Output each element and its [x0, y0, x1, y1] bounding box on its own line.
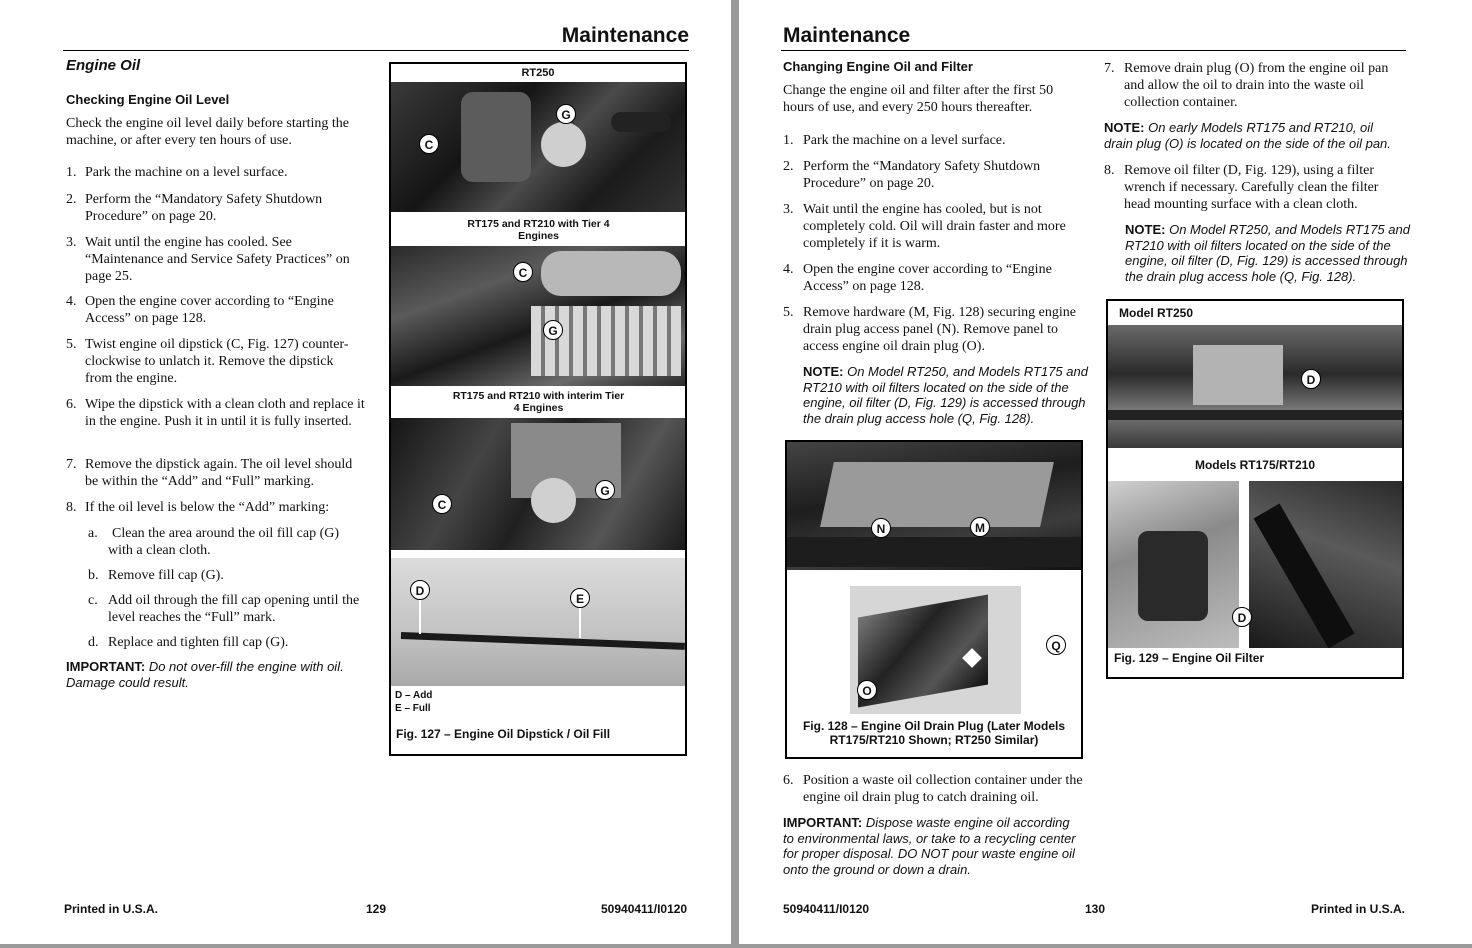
- step-number: 3.: [66, 235, 77, 250]
- figure-128: [785, 440, 1083, 759]
- callout-e: E: [570, 588, 590, 608]
- footer-left: Printed in U.S.A.: [64, 902, 159, 916]
- important-label: IMPORTANT:: [783, 815, 863, 830]
- step-text: Park the machine on a level surface.: [85, 165, 288, 180]
- step-number: 2.: [783, 159, 794, 174]
- step-number: 1.: [66, 165, 77, 180]
- substep-text: Replace and tighten fill cap (G).: [108, 635, 289, 650]
- footer-right: 50940411/I0120: [601, 902, 688, 916]
- photo-filter-right: [1249, 481, 1402, 648]
- note-label: NOTE:: [1104, 120, 1145, 135]
- callout-d: D: [410, 580, 430, 600]
- page-header: Maintenance: [561, 24, 689, 47]
- figure-label-interim-tier4: RT175 and RT210 with interim Tier 4 Engines: [452, 390, 625, 414]
- callout-c: C: [419, 134, 439, 154]
- footer-right: Printed in U.S.A.: [1311, 902, 1406, 916]
- step-number: 5.: [66, 337, 77, 352]
- photo-tier4-engine: [391, 246, 685, 386]
- figure-caption-line1: Fig. 128 – Engine Oil Drain Plug (Later Models: [802, 719, 1066, 733]
- important-text: Dispose waste engine oil according to environmental laws, or take to a recycling center for proper disposal. DO NOT pour waste engine oil onto the ground or down a drain.: [783, 815, 1076, 877]
- photo-dipstick: [391, 558, 685, 686]
- note-drain-access: [803, 364, 1088, 426]
- step-number: 1.: [783, 133, 794, 148]
- step-number: 6.: [783, 773, 794, 788]
- page-header: Maintenance: [783, 24, 911, 47]
- figure-label-rt175-rt210: Models RT175/RT210: [1194, 458, 1316, 472]
- step-number: 5.: [783, 305, 794, 320]
- step-text: Wait until the engine has cooled, but is not completely cold. Oil will drain faster and more completely if it is warm.: [803, 202, 1066, 251]
- substep-letter: c.: [88, 593, 98, 608]
- step-text: Open the engine cover according to “Engine Access” on page 128.: [85, 294, 334, 326]
- substep-letter: b.: [88, 568, 99, 583]
- step-text: Remove hardware (M, Fig. 128) securing engine drain plug access panel (N). Remove panel to access engine oil drain plug (O).: [803, 305, 1076, 354]
- step-number: 3.: [783, 202, 794, 217]
- substep-text: Clean the area around the oil fill cap (G) with a clean cloth.: [108, 526, 340, 558]
- photo-rt250-filter: [1108, 325, 1402, 448]
- note-label: NOTE:: [803, 364, 844, 379]
- step-text: If the oil level is below the “Add” marking:: [85, 500, 330, 515]
- substep-text: Add oil through the fill cap opening until the level reaches the “Full” mark.: [108, 593, 360, 625]
- important-note: [66, 659, 366, 690]
- figure-caption: Fig. 127 – Engine Oil Dipstick / Oil Fill: [396, 727, 611, 741]
- figure-caption: Fig. 129 – Engine Oil Filter: [1114, 651, 1265, 665]
- callout-q: Q: [1046, 635, 1066, 655]
- step-text: Wait until the engine has cooled. See “Maintenance and Service Safety Practices” on page 25.: [85, 235, 350, 284]
- important-label: IMPORTANT:: [66, 659, 146, 674]
- note-early-models: [1104, 120, 1404, 151]
- page-number: 129: [366, 902, 387, 916]
- photo-interim-tier4-engine: [391, 418, 685, 550]
- step-number: 4.: [66, 294, 77, 309]
- note-text: On Model RT250, and Models RT175 and RT210 with oil filters located on the side of the engine, oil filter (D, Fig. 129) is accessed through the drain plug access hole (Q, Fig. 128).: [1125, 222, 1410, 284]
- step-number: 7.: [66, 457, 77, 472]
- photo-drain-panel: [787, 442, 1081, 570]
- note-filter-access: [1125, 222, 1410, 284]
- callout-n: N: [871, 518, 891, 538]
- subsection-title: Changing Engine Oil and Filter: [783, 59, 973, 74]
- legend-e: E – Full: [395, 703, 431, 714]
- callout-m: M: [970, 517, 990, 537]
- substep-text: Remove fill cap (G).: [108, 568, 224, 583]
- step-text: Remove the dipstick again. The oil level should be within the “Add” and “Full” marking.: [85, 457, 353, 489]
- intro-paragraph: Change the engine oil and filter after the first 50 hours of use, and every 250 hours thereafter.: [783, 83, 1054, 115]
- callout-o: O: [857, 680, 877, 700]
- callout-g: G: [556, 104, 576, 124]
- page-129: [0, 0, 731, 944]
- step-number: 8.: [1104, 163, 1115, 178]
- figure-label-rt250: RT250: [521, 67, 555, 79]
- important-text: Do not over-fill the engine with oil. Damage could result.: [66, 659, 344, 690]
- step-number: 6.: [66, 397, 77, 412]
- step-text: Remove oil filter (D, Fig. 129), using a filter wrench if necessary. Carefully clean the filter head mounting surface with a clean cloth.: [1124, 163, 1379, 212]
- subsection-title: Checking Engine Oil Level: [66, 92, 230, 107]
- step-text: Perform the “Mandatory Safety Shutdown Procedure” on page 20.: [85, 192, 323, 224]
- callout-g: G: [595, 480, 615, 500]
- step-text: Wipe the dipstick with a clean cloth and replace it in the engine. Push it in until it is fully inserted.: [85, 397, 365, 429]
- note-label: NOTE:: [1125, 222, 1166, 237]
- substep-letter: d.: [88, 635, 99, 650]
- callout-c: C: [513, 262, 533, 282]
- substep-letter: a.: [88, 526, 98, 541]
- step-text: Park the machine on a level surface.: [803, 133, 1006, 148]
- step-number: 7.: [1104, 61, 1115, 76]
- step-text: Open the engine cover according to “Engine Access” on page 128.: [803, 262, 1052, 294]
- photo-rt250-engine: [391, 82, 685, 212]
- callout-g: G: [543, 320, 563, 340]
- page-130: [739, 0, 1472, 944]
- figure-127: [389, 62, 687, 756]
- figure-label-tier4: RT175 and RT210 with Tier 4 Engines: [467, 218, 610, 242]
- callout-c: C: [432, 494, 452, 514]
- step-text: Twist engine oil dipstick (C, Fig. 127) counter-clockwise to unlatch it. Remove the dipstick from the engine.: [85, 337, 349, 386]
- step-number: 4.: [783, 262, 794, 277]
- figure-label-rt250: Model RT250: [1119, 306, 1194, 320]
- callout-d: D: [1232, 607, 1252, 627]
- note-text: On Model RT250, and Models RT175 and RT210 with oil filters located on the side of the engine, oil filter (D, Fig. 129) is accessed through the drain plug access hole (Q, Fig. 128).: [803, 364, 1088, 426]
- step-number: 8.: [66, 500, 77, 515]
- intro-paragraph: Check the engine oil level daily before starting the machine, or after every ten hours of use.: [66, 116, 350, 148]
- footer-left: 50940411/I0120: [783, 902, 870, 916]
- step-text: Position a waste oil collection container under the engine oil drain plug to catch draining oil.: [803, 773, 1083, 805]
- callout-d: D: [1301, 369, 1321, 389]
- photo-filter-left: [1108, 481, 1239, 648]
- page-number: 130: [1085, 902, 1106, 916]
- section-title: Engine Oil: [66, 57, 141, 74]
- header-rule: [63, 50, 689, 51]
- step-number: 2.: [66, 192, 77, 207]
- important-note: [783, 815, 1083, 877]
- note-text: On early Models RT175 and RT210, oil drain plug (O) is located on the side of the oil pan.: [1104, 120, 1391, 151]
- header-rule: [781, 50, 1406, 51]
- step-text: Remove drain plug (O) from the engine oil pan and allow the oil to drain into the waste oil collection container.: [1124, 61, 1389, 110]
- step-text: Perform the “Mandatory Safety Shutdown Procedure” on page 20.: [803, 159, 1041, 191]
- legend-d: D – Add: [395, 690, 433, 701]
- figure-129: [1106, 299, 1404, 679]
- figure-caption-line2: RT175/RT210 Shown; RT250 Similar): [829, 733, 1039, 747]
